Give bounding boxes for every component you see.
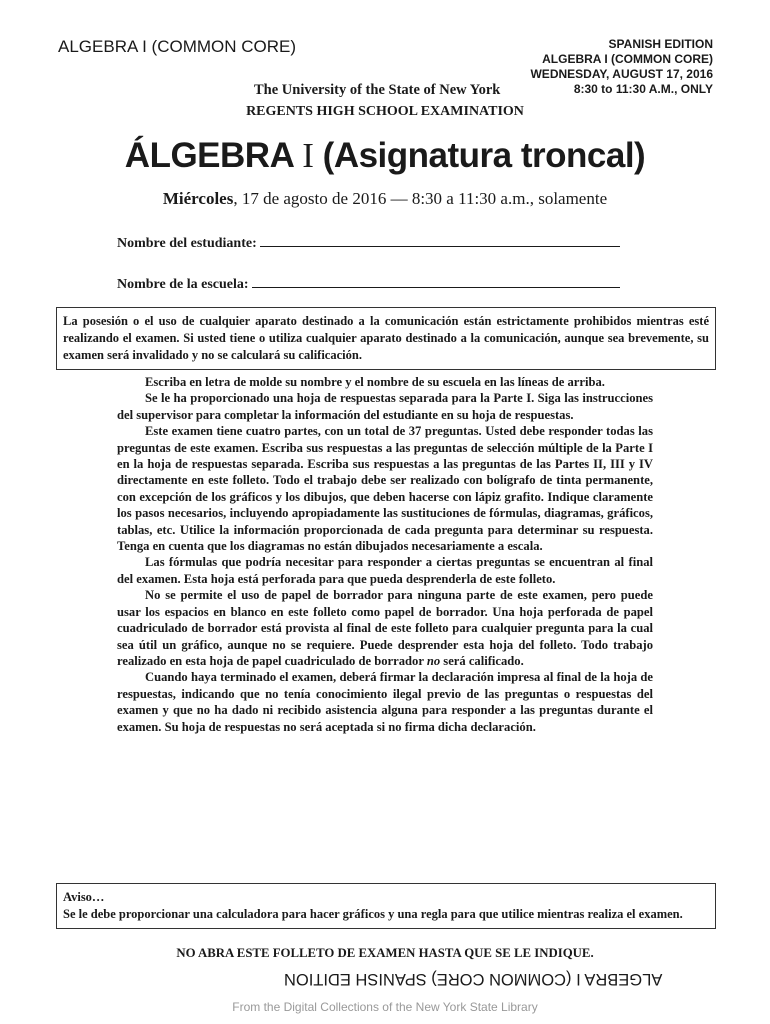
library-footer: From the Digital Collections of the New York State Library	[232, 1000, 538, 1014]
header-edition-line: SPANISH EDITION	[608, 37, 713, 51]
notice-body: Se le debe proporcionar una calculadora para hacer gráficos y una regla para que utilice mientras realiza el examen.	[63, 907, 683, 921]
student-name-label: Nombre del estudiante:	[117, 236, 257, 251]
student-name-field	[117, 233, 620, 252]
device-warning-box	[56, 307, 716, 370]
exam-type: REGENTS HIGH SCHOOL EXAMINATION	[246, 104, 524, 119]
title-part: ÁLGEBRA	[124, 136, 303, 175]
exam-date-line	[0, 189, 770, 209]
school-name-field	[117, 274, 620, 293]
instruction-paragraph: No se permite el uso de papel de borrador para ninguna parte de este examen, pero puede usar los espacios en blanco en este folleto como papel de borrador. Una hoja perforada de papel cuadriculado de borrador está provista al final de este folleto para cualquier pregunta para la cual sea útil un gráfico, aunque no se requiere. Puede desprender esta hoja del folleto. Todo trabajo realizado en esta hoja de papel cuadriculado de borrador no será calificado.	[117, 588, 653, 668]
instruction-paragraph: Cuando haya terminado el examen, deberá firmar la declaración impresa al final de la hoja de respuestas, indicando que no tenía conocimiento ilegal previo de las preguntas o respuestas del examen y que no ha dado ni recibido asistencia alguna para responder a las preguntas durante el examen. Su hoja de respuestas no será aceptada si no firma dicha declaración.	[117, 670, 653, 734]
upside-down-edition-label: ALGEBRA I (COMMON CORE) SPANISH EDITION	[284, 970, 663, 988]
instructions-block	[117, 374, 653, 735]
university-name: The University of the State of New York	[254, 82, 501, 98]
school-name-label: Nombre de la escuela:	[117, 277, 249, 292]
student-name-blank[interactable]	[260, 233, 620, 247]
notice-heading: Aviso…	[63, 890, 105, 904]
title-part: (Asignatura troncal)	[313, 136, 646, 175]
header-edition-line: 8:30 to 11:30 A.M., ONLY	[573, 82, 713, 96]
header-edition-block	[530, 37, 713, 97]
exam-date-rest: , 17 de agosto de 2016 — 8:30 a 11:30 a.m., solamente	[233, 189, 608, 208]
device-warning-text: La posesión o el uso de cualquier aparato destinado a la comunicación están estrictamente prohibidos mientras esté realizando el examen. Si usted tiene o utiliza cualquier aparato destinado a la comunicación, aunque sea brevemente, su examen será invalidado y no se calculará su calificación.	[63, 314, 709, 362]
instruction-paragraph: Este examen tiene cuatro partes, con un total de 37 preguntas. Usted debe responder todas las preguntas de este examen. Escriba sus respuestas a las preguntas de selección múltiple de la Parte I en la hoja de respuestas separada. Escriba sus respuestas a las preguntas de las Partes II, III y IV directamente en este folleto. Todo el trabajo debe ser realizado con bolígrafo de tinta permanente, con excepción de los gráficos y los dibujos, que deben hacerse con lápiz grafito. Indique claramente los pasos necesarios, incluyendo apropiadamente las sustituciones de fórmulas, diagramas, gráficos, tablas, etc. Utilice la información proporcionada de cada pregunta para determinar su respuesta. Tenga en cuenta que los diagramas no están dibujados necesariamente a escala.	[117, 424, 653, 554]
emphasis-no: no	[426, 653, 441, 668]
page-title	[0, 136, 770, 176]
do-not-open-notice: NO ABRA ESTE FOLLETO DE EXAMEN HASTA QUE SE LE INDIQUE.	[176, 946, 594, 960]
header-edition-line: ALGEBRA I (COMMON CORE)	[542, 52, 713, 66]
header-subject-title: ALGEBRA I (COMMON CORE)	[58, 37, 297, 56]
title-numeral: I	[302, 136, 314, 175]
notice-box	[56, 883, 716, 929]
header-edition-line: WEDNESDAY, AUGUST 17, 2016	[530, 67, 713, 81]
instruction-paragraph: Escriba en letra de molde su nombre y el nombre de su escuela en las líneas de arriba.	[145, 375, 605, 389]
instruction-paragraph: Se le ha proporcionado una hoja de respuestas separada para la Parte I. Siga las instrucciones del supervisor para completar la información del estudiante en su hoja de respuestas.	[117, 391, 653, 422]
instruction-paragraph: Las fórmulas que podría necesitar para responder a ciertas preguntas se encuentran al final del examen. Esta hoja está perforada para que pueda desprenderla de este folleto.	[117, 555, 653, 586]
exam-day: Miércoles	[162, 189, 234, 208]
school-name-blank[interactable]	[252, 274, 620, 288]
